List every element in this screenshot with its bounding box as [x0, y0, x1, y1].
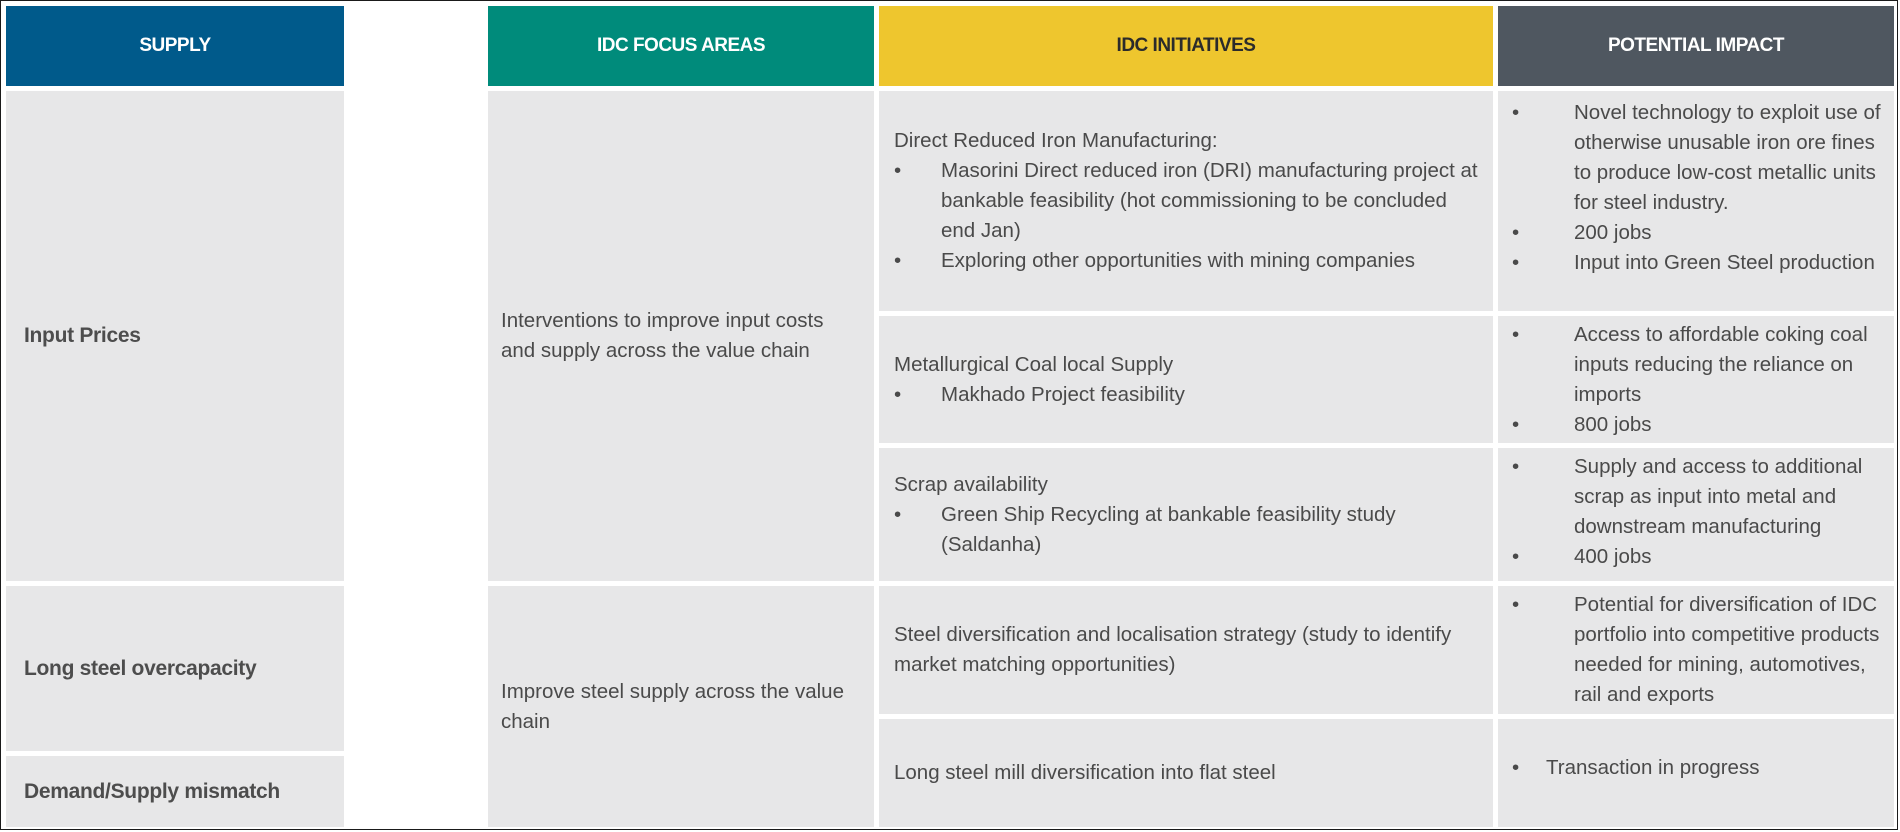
bullet-icon: •	[1512, 413, 1520, 436]
impact-diversification	[1498, 586, 1894, 714]
initiative-bullet-text: Makhado Project feasibility	[941, 382, 1185, 406]
bullet-icon: •	[1512, 593, 1520, 616]
impact-scrap	[1498, 448, 1894, 581]
header-potential-impact	[1498, 6, 1894, 86]
impact-bullet	[1512, 98, 1882, 218]
bullet-icon: •	[1512, 455, 1520, 478]
impact-coal	[1498, 316, 1894, 443]
impact-dri	[1498, 91, 1894, 311]
initiative-title: Steel diversification and localisation strategy (study to identify market matching opportunities)	[894, 623, 1452, 676]
focus-input-costs-text: Interventions to improve input costs and supply across the value chain	[501, 309, 824, 362]
header-supply	[6, 6, 344, 86]
initiative-bullet	[894, 500, 1479, 560]
impact-bullet-text: Transaction in progress	[1546, 756, 1760, 779]
initiative-bullet	[894, 246, 1479, 276]
impact-bullet-text: Supply and access to additional scrap as input into metal and downstream manufacturing	[1574, 455, 1863, 538]
bullet-icon: •	[1512, 545, 1520, 568]
impact-bullet	[1512, 590, 1882, 710]
impact-bullet	[1512, 542, 1882, 572]
bullet-icon: •	[1512, 221, 1520, 244]
initiative-bullet-text: Masorini Direct reduced iron (DRI) manufacturing project at bankable feasibility (hot commissioning to be concluded end Jan)	[941, 159, 1478, 242]
impact-flat-steel	[1498, 719, 1894, 827]
impact-bullet-text: 800 jobs	[1574, 413, 1652, 436]
bullet-icon: •	[894, 249, 902, 272]
supply-demand-label: Demand/Supply mismatch	[24, 779, 280, 803]
impact-bullet-text: Potential for diversification of IDC portfolio into competitive products needed for mining, automotives, rail and exports	[1574, 593, 1880, 706]
impact-bullet	[1512, 753, 1882, 783]
focus-steel-supply-text: Improve steel supply across the value chain	[501, 679, 844, 733]
bullet-icon: •	[894, 382, 902, 406]
impact-bullet-text: 200 jobs	[1574, 221, 1652, 244]
supply-input-prices-label: Input Prices	[24, 324, 141, 347]
initiative-dri	[879, 91, 1493, 311]
supply-long-steel-label: Long steel overcapacity	[24, 656, 257, 680]
initiative-title: Scrap availability	[894, 472, 1048, 496]
initiative-coal	[879, 316, 1493, 443]
initiative-title: Direct Reduced Iron Manufacturing:	[894, 129, 1218, 152]
initiative-bullet-text: Exploring other opportunities with mining companies	[941, 249, 1416, 272]
initiative-bullet-text: Green Ship Recycling at bankable feasibility study (Saldanha)	[941, 502, 1396, 556]
supply-demand-mismatch	[6, 756, 344, 827]
bullet-icon: •	[1512, 756, 1520, 779]
initiative-diversification	[879, 586, 1493, 714]
initiative-bullet	[894, 380, 1479, 410]
impact-bullet-text: Novel technology to exploit use of otherwise unusable iron ore fines to produce low-cost metallic units for steel industry.	[1574, 101, 1881, 214]
header-impact-label: POTENTIAL IMPACT	[1607, 35, 1785, 56]
bullet-icon: •	[894, 159, 902, 182]
supply-long-steel-overcapacity	[6, 586, 344, 751]
focus-input-costs	[488, 91, 874, 581]
impact-bullet-text: 400 jobs	[1574, 545, 1652, 568]
initiative-scrap	[879, 448, 1493, 581]
header-focus-areas	[488, 6, 874, 86]
initiative-bullet	[894, 156, 1479, 246]
bullet-icon: •	[894, 502, 902, 526]
header-focus-label: IDC FOCUS AREAS	[596, 35, 766, 56]
impact-bullet	[1512, 410, 1882, 440]
bullet-icon: •	[1512, 101, 1520, 124]
focus-steel-supply	[488, 586, 874, 827]
supply-input-prices	[6, 91, 344, 581]
header-initiatives	[879, 6, 1493, 86]
impact-bullet-text: Access to affordable coking coal inputs reducing the reliance on imports	[1574, 323, 1868, 406]
bullet-icon: •	[1512, 323, 1520, 346]
initiative-title: Long steel mill diversification into flat steel	[894, 761, 1276, 784]
header-supply-label: SUPPLY	[139, 35, 211, 56]
impact-bullet	[1512, 248, 1882, 278]
impact-bullet	[1512, 452, 1882, 542]
impact-bullet-text: Input into Green Steel production	[1574, 251, 1875, 274]
bullet-icon: •	[1512, 251, 1520, 274]
impact-bullet	[1512, 218, 1882, 248]
impact-bullet	[1512, 320, 1882, 410]
initiative-title: Metallurgical Coal local Supply	[894, 352, 1174, 376]
header-initiatives-label: IDC INITIATIVES	[1116, 35, 1256, 56]
initiative-flat-steel	[879, 719, 1493, 827]
